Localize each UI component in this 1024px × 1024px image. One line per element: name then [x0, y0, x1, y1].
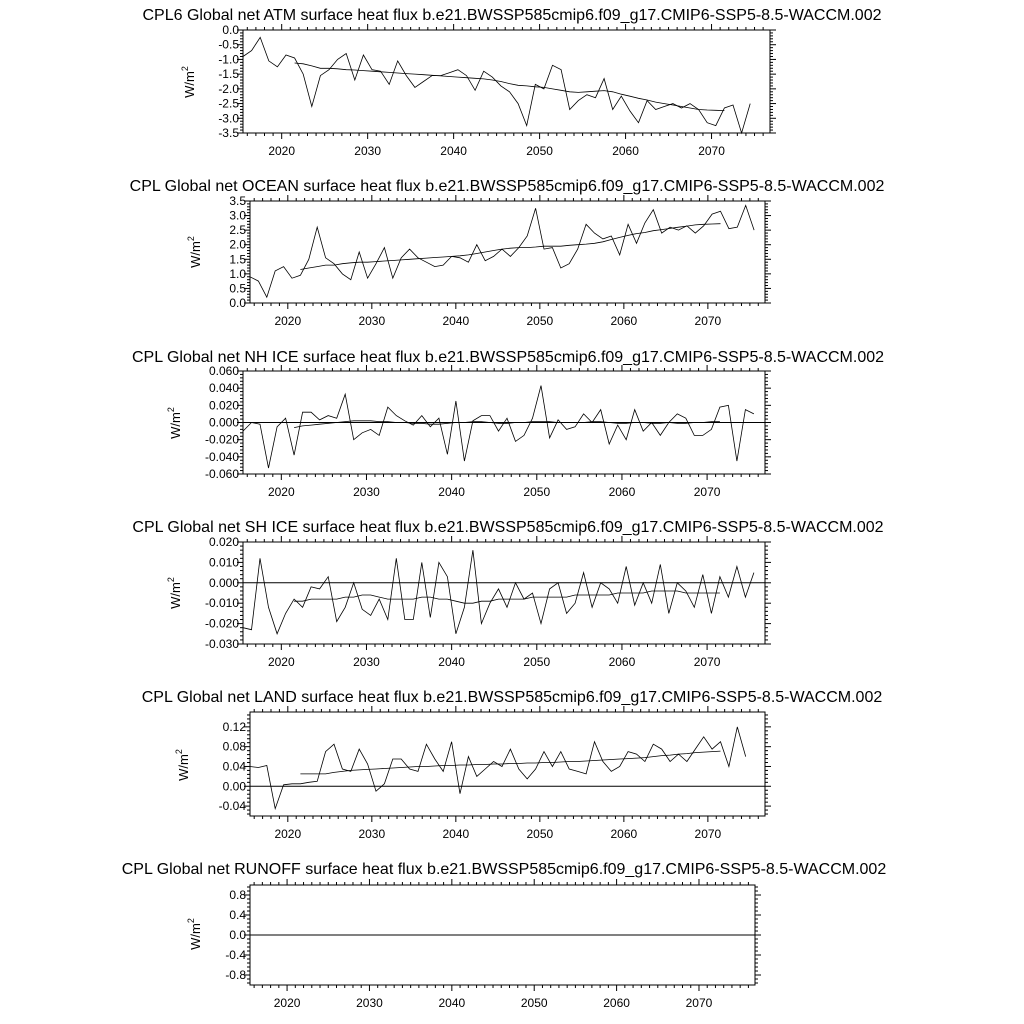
ocean-ytick-label: 3.0: [229, 208, 246, 223]
sh-ice-xtick-label: 2030: [353, 655, 380, 669]
atm-ylabel-sup: 2: [180, 66, 190, 72]
sh-ice-title: CPL Global net SH ICE surface heat flux b.e21.BWSSP585cmip6.f09_g17.CMIP6-SSP5-8.5-WACCM.002: [132, 519, 884, 536]
atm-xtick-label: 2050: [526, 144, 553, 158]
land-xtick-label: 2040: [442, 827, 470, 841]
atm-plot: [243, 37, 750, 133]
nh-ice-axes: [205, 364, 771, 499]
svg-text:W/m2: [174, 749, 191, 781]
atm-ylabel-text: W/m: [182, 71, 197, 98]
runoff-xtick-label: 2040: [438, 996, 466, 1010]
ocean-ytick-label: 1.5: [229, 252, 246, 267]
land-xtick-label: 2020: [274, 827, 302, 841]
nh-ice-annual-series: [243, 386, 754, 468]
ocean-ytick-label: 1.0: [229, 266, 246, 281]
sh-ice-xtick-label: 2050: [523, 655, 551, 669]
atm-ytick-label: -3.0: [218, 111, 239, 126]
land-ytick-label: 0.04: [222, 759, 246, 774]
svg-text:W/m2: [186, 236, 203, 268]
sh-ice-xtick-label: 2040: [438, 655, 465, 669]
ocean-annual-series: [250, 205, 754, 297]
runoff-ylabel: [186, 918, 203, 950]
nh-ice-xtick-label: 2050: [523, 485, 551, 499]
ocean-ylabel-sup: 2: [186, 236, 196, 242]
nh-ice-smoothed-series: [294, 421, 720, 428]
ocean-ytick-label: 0.5: [229, 281, 246, 296]
atm-xtick-label: 2020: [268, 144, 296, 158]
svg-text:W/m2: [166, 577, 183, 609]
runoff-axes: [225, 879, 761, 1010]
nh-ice-xtick-label: 2070: [693, 485, 721, 499]
svg-text:W/m2: [186, 918, 203, 950]
land-title: CPL Global net LAND surface heat flux b.e21.BWSSP585cmip6.f09_g17.CMIP6-SSP5-8.5-WACCM.002: [141, 689, 883, 706]
runoff-xtick-label: 2030: [356, 996, 383, 1010]
nh-ice-ytick-label: 0.020: [208, 398, 239, 413]
ocean-ytick-label: 0.0: [229, 296, 246, 310]
atm-ytick-label: -3.5: [218, 126, 239, 140]
atm-xtick-label: 2030: [354, 144, 382, 158]
sh-ice-ylabel: [166, 577, 183, 609]
sh-ice-ytick-label: -0.030: [204, 637, 239, 651]
ocean-xtick-label: 2050: [526, 314, 554, 328]
nh-ice-ylabel-sup: 2: [166, 407, 176, 413]
runoff-ytick-label: 0.4: [229, 908, 246, 922]
land-ytick-label: -0.04: [218, 799, 246, 814]
ocean-ylabel: [186, 236, 203, 268]
land-ylabel-sup: 2: [174, 749, 184, 755]
ocean-smoothed-series: [300, 224, 720, 270]
sh-ice-panel: [132, 519, 883, 669]
land-ytick-label: 0.12: [222, 719, 246, 734]
sh-ice-ytick-label: -0.010: [204, 596, 239, 611]
runoff-ylabel-text: W/m: [188, 923, 203, 950]
atm-ytick-label: -1.0: [218, 52, 239, 67]
atm-ytick-label: -2.5: [218, 96, 239, 111]
atm-ytick-label: -0.5: [218, 37, 239, 52]
sh-ice-ylabel-sup: 2: [166, 577, 176, 583]
sh-ice-annual-series: [243, 550, 754, 634]
svg-text:W/m2: [180, 66, 197, 98]
nh-ice-panel: [132, 349, 884, 499]
ocean-plot-frame: [250, 201, 765, 303]
atm-ytick-label: -2.0: [218, 81, 239, 96]
ocean-ylabel-text: W/m: [188, 241, 203, 268]
land-plot: [250, 727, 765, 809]
sh-ice-plot: [243, 550, 765, 634]
atm-xtick-label: 2070: [698, 144, 725, 158]
ocean-plot: [250, 205, 754, 297]
runoff-xtick-label: 2050: [520, 996, 548, 1010]
runoff-title: CPL Global net RUNOFF surface heat flux b.e21.BWSSP585cmip6.f09_g17.CMIP6-SSP5-8.5-WACCM.002: [121, 861, 887, 878]
nh-ice-xtick-label: 2020: [267, 485, 295, 499]
atm-annual-series: [243, 37, 750, 133]
runoff-ytick-label: 0.8: [229, 888, 246, 902]
sh-ice-ylabel-text: W/m: [168, 582, 183, 609]
land-ylabel: [174, 749, 191, 781]
land-xtick-label: 2050: [526, 827, 554, 841]
ocean-xtick-label: 2070: [694, 314, 722, 328]
atm-plot-frame: [243, 30, 770, 133]
land-smoothed-series: [300, 751, 720, 774]
ocean-ytick-label: 3.5: [229, 194, 246, 208]
runoff-panel: [122, 861, 887, 1010]
nh-ice-ytick-label: 0.040: [208, 381, 239, 396]
runoff-ytick-label: 0.0: [229, 928, 246, 942]
ocean-xtick-label: 2020: [274, 314, 302, 328]
nh-ice-ylabel: [166, 407, 183, 439]
atm-ytick-label: -1.5: [218, 67, 239, 82]
land-xtick-label: 2060: [610, 827, 638, 841]
nh-ice-xtick-label: 2060: [608, 485, 636, 499]
nh-ice-title: CPL Global net NH ICE surface heat flux b.e21.BWSSP585cmip6.f09_g17.CMIP6-SSP5-8.5-WACCM.002: [131, 349, 885, 366]
sh-ice-xtick-label: 2070: [693, 655, 721, 669]
runoff-ytick-label: -0.4: [225, 948, 246, 962]
ocean-axes: [229, 194, 771, 328]
land-ytick-label: 0.08: [222, 739, 246, 754]
ocean-ytick-label: 2.5: [229, 223, 246, 238]
nh-ice-ytick-label: -0.040: [204, 449, 239, 464]
atm-axes: [218, 23, 776, 158]
runoff-xtick-label: 2020: [273, 996, 301, 1010]
sh-ice-ytick-label: 0.020: [208, 535, 239, 549]
nh-ice-plot: [243, 386, 765, 468]
ocean-xtick-label: 2030: [358, 314, 386, 328]
atm-title: CPL6 Global net ATM surface heat flux b.e21.BWSSP585cmip6.f09_g17.CMIP6-SSP5-8.5-WACCM.002: [142, 7, 882, 24]
land-xtick-label: 2070: [694, 827, 722, 841]
nh-ice-ylabel-text: W/m: [168, 412, 183, 439]
ocean-xtick-label: 2040: [442, 314, 470, 328]
land-ylabel-text: W/m: [176, 754, 191, 781]
svg-text:W/m2: [166, 407, 183, 439]
land-annual-series: [250, 727, 746, 809]
ocean-panel: [130, 178, 885, 328]
sh-ice-ytick-label: -0.020: [204, 616, 239, 631]
nh-ice-xtick-label: 2030: [353, 485, 380, 499]
runoff-xtick-label: 2060: [603, 996, 630, 1010]
sh-ice-axes: [205, 535, 771, 669]
sh-ice-ytick-label: 0.010: [208, 555, 239, 570]
land-panel: [142, 689, 883, 841]
atm-xtick-label: 2040: [440, 144, 467, 158]
atm-panel: [142, 7, 881, 158]
runoff-ylabel-sup: 2: [186, 918, 196, 924]
runoff-xtick-label: 2070: [685, 996, 713, 1010]
runoff-ytick-label: -0.8: [225, 968, 246, 982]
nh-ice-ytick-label: 0.060: [208, 364, 239, 378]
atm-ylabel: [180, 66, 197, 98]
nh-ice-ytick-label: 0.000: [208, 415, 239, 430]
ocean-xtick-label: 2060: [610, 314, 638, 328]
land-xtick-label: 2030: [358, 827, 386, 841]
atm-smoothed-series: [295, 63, 725, 111]
land-ytick-label: 0.00: [222, 779, 246, 794]
atm-xtick-label: 2060: [612, 144, 639, 158]
nh-ice-ytick-label: -0.020: [204, 432, 239, 447]
sh-ice-ytick-label: 0.000: [208, 575, 239, 590]
atm-ytick-label: 0.0: [222, 23, 239, 37]
sh-ice-xtick-label: 2060: [608, 655, 636, 669]
sh-ice-xtick-label: 2020: [267, 655, 295, 669]
nh-ice-xtick-label: 2040: [438, 485, 465, 499]
nh-ice-ytick-label: -0.060: [204, 467, 239, 481]
ocean-title: CPL Global net OCEAN surface heat flux b.e21.BWSSP585cmip6.f09_g17.CMIP6-SSP5-8.5-WACCM.002: [129, 178, 885, 195]
ocean-ytick-label: 2.0: [229, 237, 246, 252]
